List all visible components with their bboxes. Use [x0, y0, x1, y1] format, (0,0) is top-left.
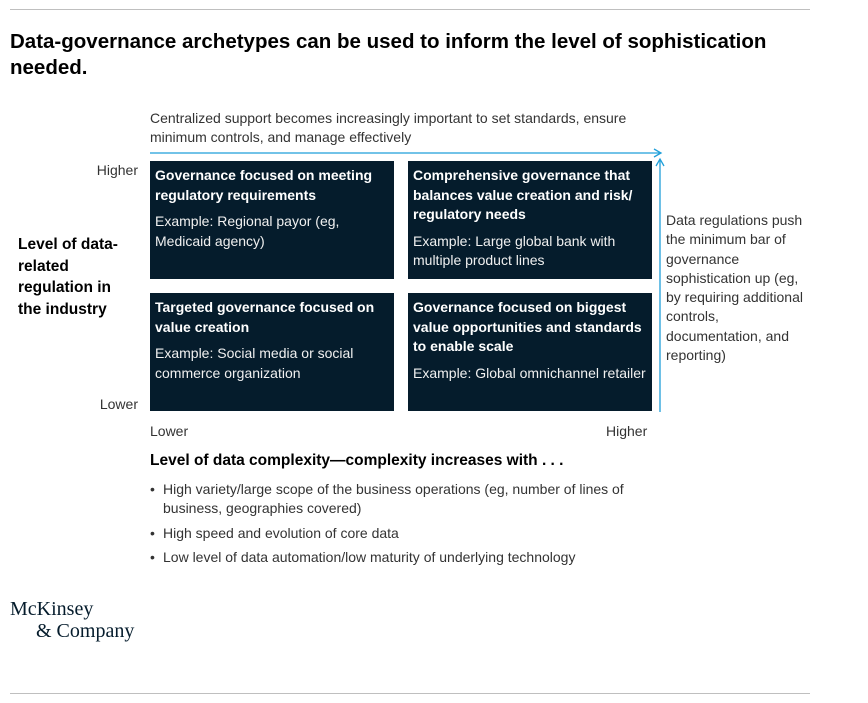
x-axis-title: Level of data complexity—complexity increases with . . .	[150, 452, 564, 469]
bullet-marker: •	[150, 548, 155, 565]
bullet-marker: •	[150, 481, 155, 497]
quadrant-title: Targeted governance focused on value creation	[155, 299, 375, 335]
quadrant-top-left	[150, 161, 394, 279]
quadrant-bottom-right	[408, 293, 652, 411]
mckinsey-logo	[10, 598, 134, 642]
y-axis-title: Level of data-related regulation in the industry	[18, 236, 118, 319]
complexity-bullet-list	[150, 480, 670, 572]
quadrant-example: Example: Social media or social commerce organization	[155, 345, 354, 381]
quadrant-example: Example: Large global bank with multiple product lines	[413, 232, 616, 268]
x-axis-higher-label: Higher	[606, 423, 648, 439]
quadrant-title: Governance focused on biggest value opportunities and standards to enable scale	[413, 299, 642, 354]
quadrant-bottom-left	[150, 293, 394, 411]
vertical-arrow	[656, 159, 664, 412]
top-note: Centralized support becomes increasingly important to set standards, ensure minimum controls, and manage effectively	[150, 110, 627, 145]
y-axis-lower-label: Lower	[99, 396, 138, 412]
right-note: Data regulations push the minimum bar of governance sophistication up (eg, by requiring additional controls, documentation, and reporting)	[666, 212, 803, 364]
logo-line-1: McKinsey	[10, 598, 94, 620]
quadrant-example: Example: Global omnichannel retailer	[413, 364, 646, 381]
list-item	[150, 548, 670, 567]
y-axis-higher-label: Higher	[96, 162, 138, 178]
bottom-divider	[10, 693, 810, 694]
list-item	[150, 524, 670, 543]
quadrant-top-right	[408, 161, 652, 279]
horizontal-arrow	[150, 149, 661, 157]
bullet-text: High speed and evolution of core data	[163, 524, 399, 541]
quadrant-example: Example: Regional payor (eg, Medicaid agency)	[155, 213, 340, 249]
bullet-marker: •	[150, 524, 155, 541]
top-divider	[10, 9, 810, 10]
logo-line-2: & Company	[36, 620, 135, 642]
x-axis-lower-label: Lower	[150, 423, 189, 439]
quadrant-title: Governance focused on meeting regulatory requirements	[155, 167, 373, 203]
quadrant-title: Comprehensive governance that balances value creation and risk/ regulatory needs	[413, 167, 633, 222]
bullet-text: High variety/large scope of the business operations (eg, number of lines of business, geographies covered)	[163, 481, 624, 517]
bullet-text: Low level of data automation/low maturity of underlying technology	[163, 548, 576, 565]
page-title: Data-governance archetypes can be used to inform the level of sophistication needed.	[10, 30, 767, 79]
list-item	[150, 480, 670, 519]
